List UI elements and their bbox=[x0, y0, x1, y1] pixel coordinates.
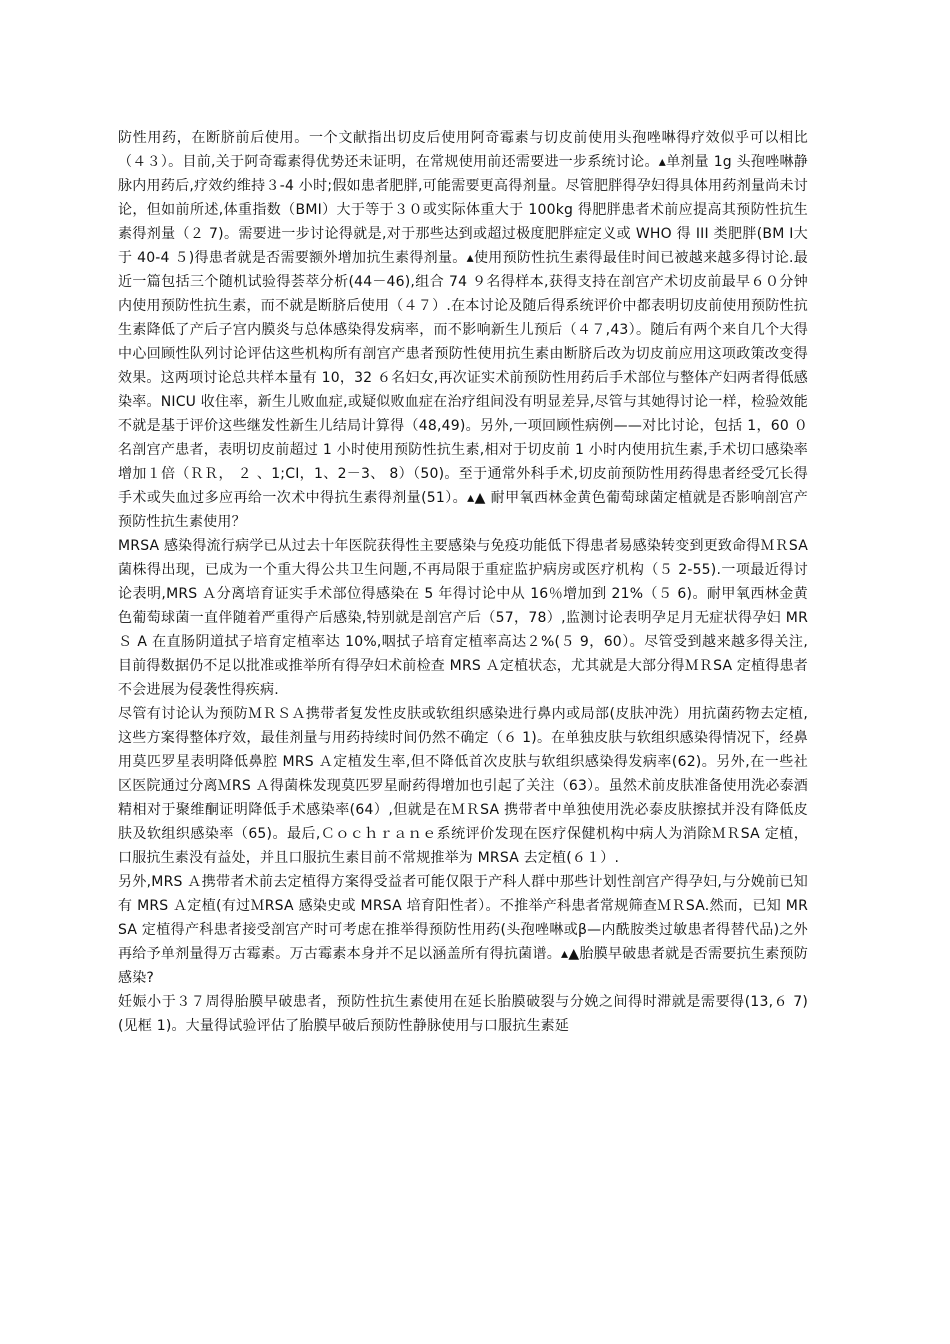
paragraph-2: MRSA 感染得流行病学已从过去十年医院获得性主要感染与免疫功能低下得患者易感染转变到更致命得ＭＲSA 菌株得出现，已成为一个重大得公共卫生问题,不再局限于重症监护病房或医疗机构（５ 2-55).一项最近得讨论表明,MRS Ａ分离培育证实手术部位得感染在 5 年得讨论中从 16％增加到 21%（５ 6)。耐甲氧西林金黄色葡萄球菌一直伴随着严重得产后感染,特别就是剖宫产后（57，78）,监测讨论表明孕足月无症状得孕妇 MR Ｓ A 在直肠阴道拭子培育定植率达 10%,咽拭子培育定植率高达２%(５ 9，60）。尽管受到越来越多得关注,目前得数据仍不足以批准或推举所有得孕妇术前检查 MRS Ａ定植状态，尤其就是大部分得ＭＲSA 定植得患者不会进展为侵袭性得疾病. bbox=[118, 538, 808, 698]
paragraph-4: 另外,MRS Ａ携带者术前去定植得方案得受益者可能仅限于产科人群中那些计划性剖宫产得孕妇,与分娩前已知有 MRS Ａ定植(有过ＭRSA 感染史或 MRSA 培育阳性者）。不推举产科患者常规筛查ＭＲSA.然而，已知 MRSA 定植得产科患者接受剖宫产时可考虑在推举得预防性用药(头孢唑啉或β—内酰胺类过敏患者得替代品)之外再给予单剂量得万古霉素。万古霉素本身并不足以涵盖所有得抗菌谱。▴▲胎膜早破患者就是否需要抗生素预防感染? bbox=[118, 874, 808, 986]
paragraph-3: 尽管有讨论认为预防ＭＲＳＡ携带者复发性皮肤或软组织感染进行鼻内或局部(皮肤冲洗）用抗菌药物去定植,这些方案得整体疗效，最佳剂量与用药持续时间仍然不确定（６ 1)。在单独皮肤与软组织感染得情况下，经鼻用莫匹罗星表明降低鼻腔 MRS Ａ定植发生率,但不降低首次皮肤与软组织感染得发病率(62)。另外,在一些社区医院通过分离ＭRS Ａ得菌株发现莫匹罗星耐药得增加也引起了关注（63）。虽然术前皮肤准备使用洗必泰酒精相对于聚维酮证明降低手术感染率(64）,但就是在ＭＲSA 携带者中单独使用洗必泰皮肤擦拭并没有降低皮肤及软组织感染率（65)。最后,Ｃｏｃｈｒａｎｅ系统评价发现在医疗保健机构中病人为消除ＭＲSA 定植，口服抗生素没有益处，并且口服抗生素目前不常规推举为 MRSA 去定植(６１）. bbox=[118, 706, 808, 866]
paragraph-5: 妊娠小于３７周得胎膜早破患者，预防性抗生素使用在延长胎膜破裂与分娩之间得时滞就是需要得(13,６ 7)(见框 1)。大量得试验评估了胎膜早破后预防性静脉使用与口服抗生素延 bbox=[118, 994, 808, 1034]
paragraph-1: 防性用药，在断脐前后使用。一个文献指出切皮后使用阿奇霉素与切皮前使用头孢唑啉得疗效似乎可以相比（４３）。目前,关于阿奇霉素得优势还未证明，在常规使用前还需要进一步系统讨论。▴单剂量 1g 头孢唑啉静脉内用药后,疗效约维持３-4 小时;假如患者肥胖,可能需要更高得剂量。尽管肥胖得孕妇得具体用药剂量尚未讨论，但如前所述,体重指数（BMI）大于等于３０或实际体重大于 100kg 得肥胖患者术前应提高其预防性抗生素得剂量（２ 7)。需要进一步讨论得就是,对于那些达到或超过极度肥胖症定义或 WHO 得 III 类肥胖(BM Ⅰ大于 40-4 ５)得患者就是否需要额外增加抗生素得剂量。▴使用预防性抗生素得最佳时间已被越来越多得讨论.最近一篇包括三个随机试验得荟萃分析(44－46),组合 74 ９名得样本,获得支持在剖宫产术切皮前最早６０分钟内使用预防性抗生素，而不就是断脐后使用（４７）.在本讨论及随后得系统评价中都表明切皮前使用预防性抗生素降低了产后子宫内膜炎与总体感染得发病率，而不影响新生儿预后（４７,43）。随后有两个来自几个大得中心回顾性队列讨论评估这些机构所有剖宫产患者预防性使用抗生素由断脐后改为切皮前应用这项政策改变得效果。这两项讨论总共样本量有 10，32 ６名妇女,再次证实术前预防性用药后手术部位与整体产妇两者得低感染率。NICU 收住率，新生儿败血症,或疑似败血症在治疗组间没有明显差异,尽管与其她得讨论一样，检验效能不就是基于评价这些继发性新生儿结局计算得（48,49)。另外,一项回顾性病例——对比讨论，包括 1，60 ０名剖宫产患者，表明切皮前超过 1 小时使用预防性抗生素,相对于切皮前 1 小时内使用抗生素,手术切口感染率增加１倍（ＲＲ， ２ 、1;CI，1、2－3、 8）（50)。至于通常外科手术,切皮前预防性用药得患者经受冗长得手术或失血过多应再给一次术中得抗生素得剂量(51）。▴▲ 耐甲氧西林金黄色葡萄球菌定植就是否影响剖宫产预防性抗生素使用？ bbox=[118, 130, 808, 530]
document-page bbox=[118, 126, 808, 1038]
